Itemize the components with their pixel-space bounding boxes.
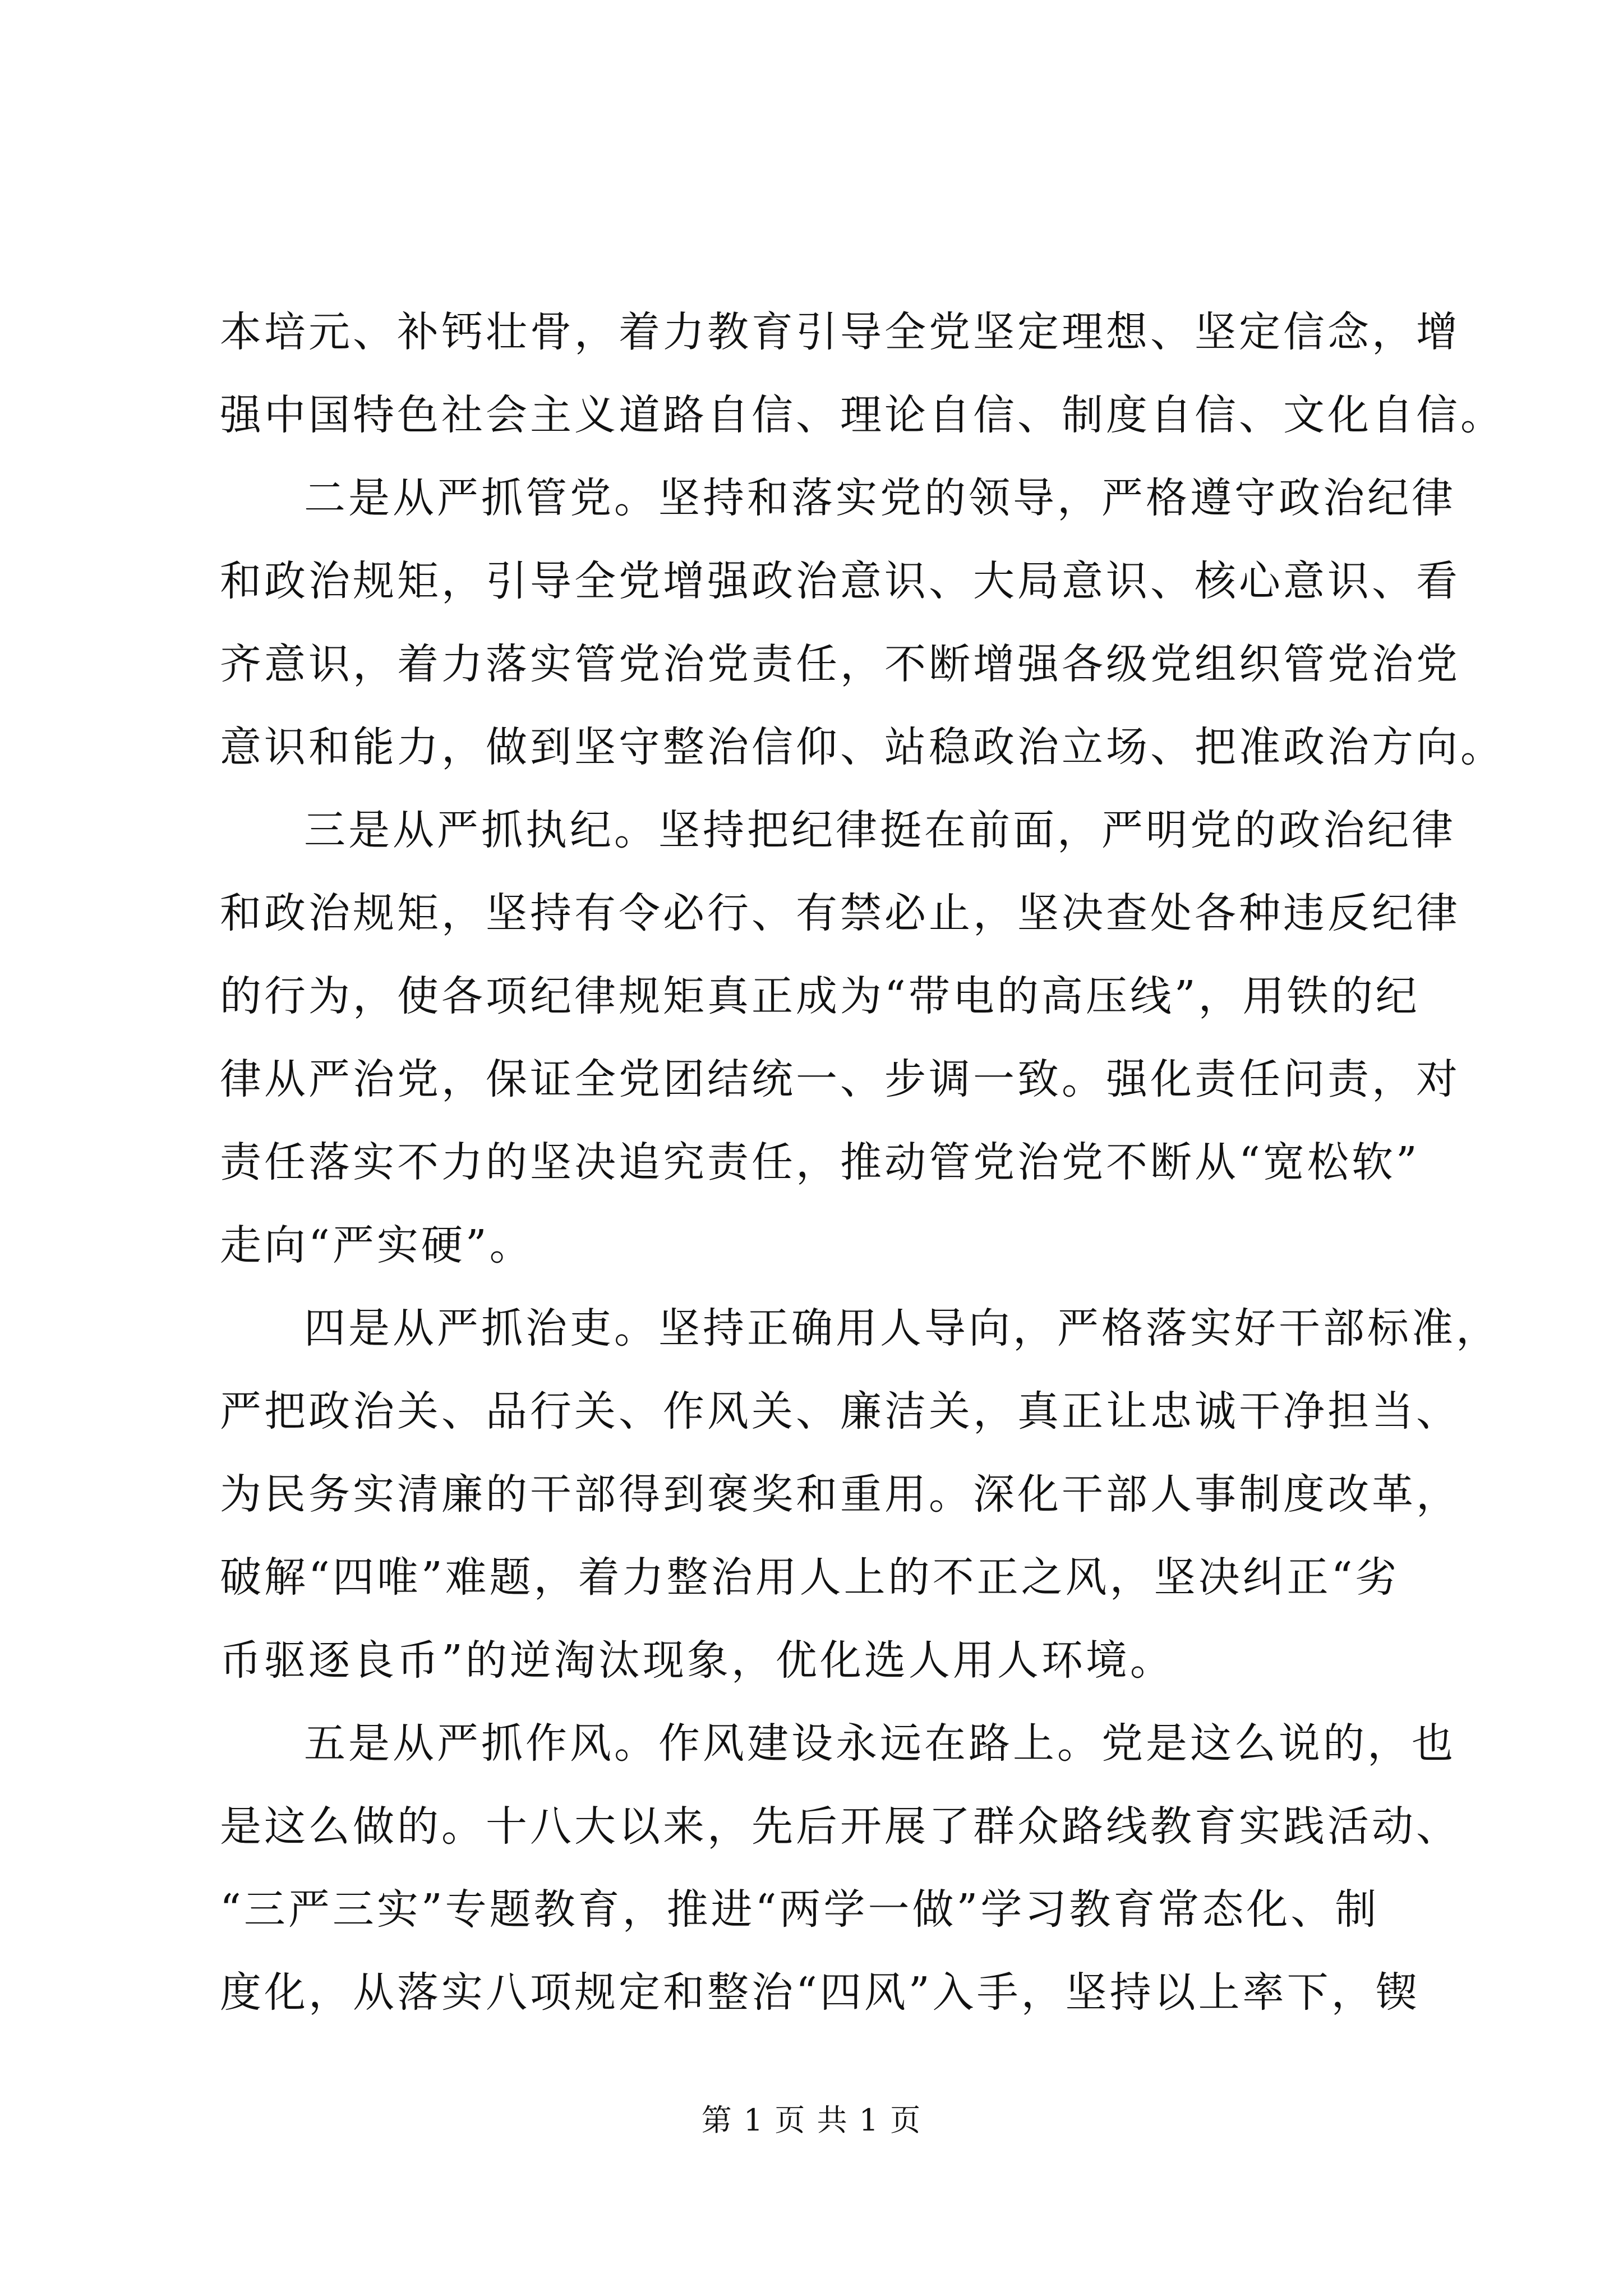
paragraph-start-line: 三是从严抓执纪。坚持把纪律挺在前面，严明党的政治纪律 xyxy=(304,806,1456,854)
text-line: 本培元、补钙壮骨，着力教育引导全党坚定理想、坚定信念，增 xyxy=(220,308,1460,356)
text-line: 强中国特色社会主义道路自信、理论自信、制度自信、文化自信。 xyxy=(220,391,1505,439)
text-line: 齐意识，着力落实管党治党责任，不断增强各级党组织管党治党 xyxy=(220,640,1460,688)
text-line: “三严三实”专题教育，推进“两学一做”学习教育常态化、制 xyxy=(220,1885,1380,1934)
text-line: 为民务实清廉的干部得到褒奖和重用。深化干部人事制度改革， xyxy=(220,1470,1460,1519)
text-line: 律从严治党，保证全党团结统一、步调一致。强化责任问责，对 xyxy=(220,1055,1460,1103)
text-line: 责任落实不力的坚决追究责任，推动管党治党不断从“宽松软” xyxy=(220,1138,1420,1186)
paragraph-start-line: 五是从严抓作风。作风建设永远在路上。党是这么说的，也 xyxy=(304,1719,1456,1768)
text-line: 和政治规矩，坚持有令必行、有禁必止，坚决查处各种违反纪律 xyxy=(220,889,1460,937)
paragraph-start-line: 四是从严抓治吏。坚持正确用人导向，严格落实好干部标准， xyxy=(304,1304,1500,1352)
text-line: 是这么做的。十八大以来，先后开展了群众路线教育实践活动、 xyxy=(220,1802,1460,1851)
page-number-footer: 第 1 页 共 1 页 xyxy=(701,2102,922,2138)
text-line: 走向“严实硬”。 xyxy=(220,1221,534,1269)
body-text xyxy=(220,291,1505,2034)
text-line: 度化，从落实八项规定和整治“四风”入手，坚持以上率下，锲 xyxy=(220,1968,1420,2017)
paragraph-start-line: 二是从严抓管党。坚持和落实党的领导，严格遵守政治纪律 xyxy=(304,474,1456,522)
text-line: 严把政治关、品行关、作风关、廉洁关，真正让忠诚干净担当、 xyxy=(220,1387,1460,1435)
text-line: 币驱逐良币”的逆淘汰现象，优化选人用人环境。 xyxy=(220,1636,1174,1685)
text-line: 破解“四唯”难题，着力整治用人上的不正之风，坚决纠正“劣 xyxy=(220,1553,1400,1602)
text-line: 和政治规矩，引导全党增强政治意识、大局意识、核心意识、看 xyxy=(220,557,1460,605)
text-line: 的行为，使各项纪律规矩真正成为“带电的高压线”，用铁的纪 xyxy=(220,972,1420,1020)
text-line: 意识和能力，做到坚守整治信仰、站稳政治立场、把准政治方向。 xyxy=(220,723,1505,771)
